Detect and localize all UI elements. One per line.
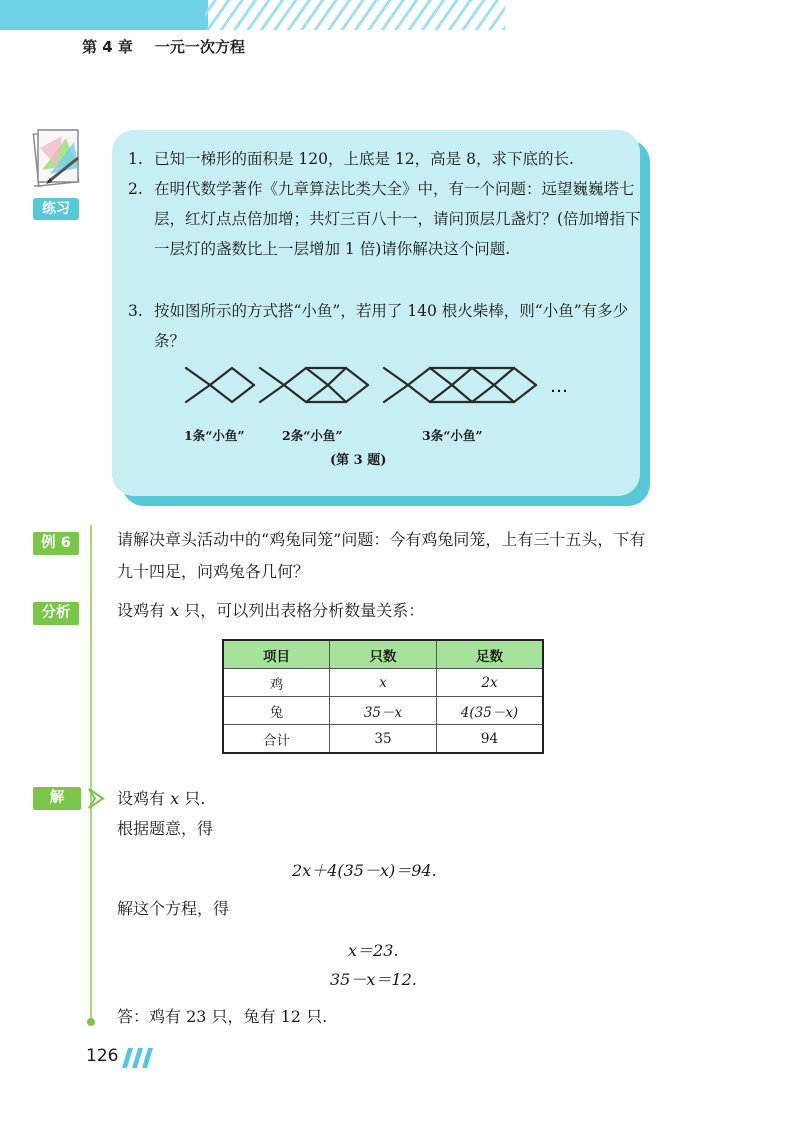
- chapter-number: 第 4 章: [82, 38, 133, 56]
- table-cell: 合计: [223, 725, 330, 754]
- table-row: [223, 697, 543, 725]
- page-stripes-decoration: [122, 1048, 156, 1068]
- solution-text-pre: 设鸡有: [117, 789, 166, 808]
- analysis-text-post: 只，可以列出表格分析数量关系：: [184, 601, 425, 620]
- item-text: 按如图所示的方式搭“小鱼”，若用了 140 根火柴棒，则“小鱼”有多少条？: [154, 302, 629, 350]
- analysis-text-pre: 设鸡有: [117, 601, 166, 620]
- item-number: 2.: [128, 180, 143, 198]
- chapter-title: 一元一次方程: [154, 38, 245, 56]
- table-row: [223, 669, 543, 697]
- fish-group-2: [260, 368, 368, 402]
- fish-ellipsis: …: [550, 376, 568, 397]
- practice-badge: 练习: [33, 198, 79, 220]
- analysis-tag: 分析: [33, 602, 79, 625]
- example-tag: 例 6: [33, 532, 79, 555]
- solution-text-post: 只.: [184, 789, 206, 808]
- solution-line-2: 根据题意，得: [117, 819, 214, 838]
- solution-line-1: [117, 783, 205, 815]
- equation-1: 2x＋4(35－x)＝94.: [292, 861, 437, 880]
- solution-var: x: [170, 789, 180, 808]
- table-cell: 兔: [223, 697, 330, 725]
- table-cell: 4(35－x): [437, 697, 544, 725]
- notebook-pencil-icon: [28, 124, 84, 196]
- analysis-var: x: [170, 601, 180, 620]
- table-header-row: [223, 640, 543, 669]
- item-text: 在明代数学著作《九章算法比类大全》中，有一个问题：远望巍巍塔七层，红灯点点倍加增；共灯三百八十一，请问顶层几盏灯？(倍加增指下一层灯的盏数比上一层增加 1 倍)请你解决这个问题.: [154, 180, 641, 258]
- solution-tag: 解: [49, 790, 65, 806]
- timeline-line: [90, 525, 92, 1023]
- table-header-cell: 项目: [223, 640, 330, 669]
- example-text: 请解决章头活动中的“鸡兔同笼”问题：今有鸡兔同笼，上有三十五头，下有九十四足，问鸡兔各几何？: [117, 530, 646, 581]
- table-cell: 2x: [437, 669, 544, 697]
- analysis-text: [117, 595, 424, 627]
- fish-group-1: [186, 368, 254, 402]
- chapter-heading: [82, 36, 245, 57]
- item-text: 已知一梯形的面积是 120，上底是 12，高是 8，求下底的长.: [154, 150, 574, 168]
- table-cell: 鸡: [223, 669, 330, 697]
- matchstick-fish-figure: [180, 354, 580, 422]
- fish-caption-3: 3条“小鱼”: [422, 428, 483, 443]
- timeline-end-dot: [87, 1018, 95, 1026]
- page-number: 126: [86, 1046, 119, 1066]
- analysis-table: [222, 639, 544, 754]
- equation-2: x＝23.: [348, 941, 399, 960]
- fish-group-3: [384, 368, 536, 402]
- table-row: [223, 725, 543, 754]
- table-cell: x: [330, 669, 437, 697]
- solution-answer: 答：鸡有 23 只，兔有 12 只.: [117, 1007, 328, 1026]
- table-header-cell: 足数: [437, 640, 544, 669]
- figure-caption: (第 3 题): [330, 453, 387, 468]
- solution-line-3: 解这个方程，得: [117, 899, 230, 918]
- header-stripes: [205, 0, 505, 30]
- fish-caption-2: 2条“小鱼”: [282, 428, 343, 443]
- equation-3: 35－x＝12.: [330, 970, 417, 989]
- table-cell: 35: [330, 725, 437, 754]
- table-header-cell: 只数: [330, 640, 437, 669]
- item-number: 3.: [128, 302, 143, 320]
- item-number: 1.: [128, 150, 143, 168]
- table-cell: 35－x: [330, 697, 437, 725]
- table-cell: 94: [437, 725, 544, 754]
- fish-caption-1: 1条“小鱼”: [184, 428, 245, 443]
